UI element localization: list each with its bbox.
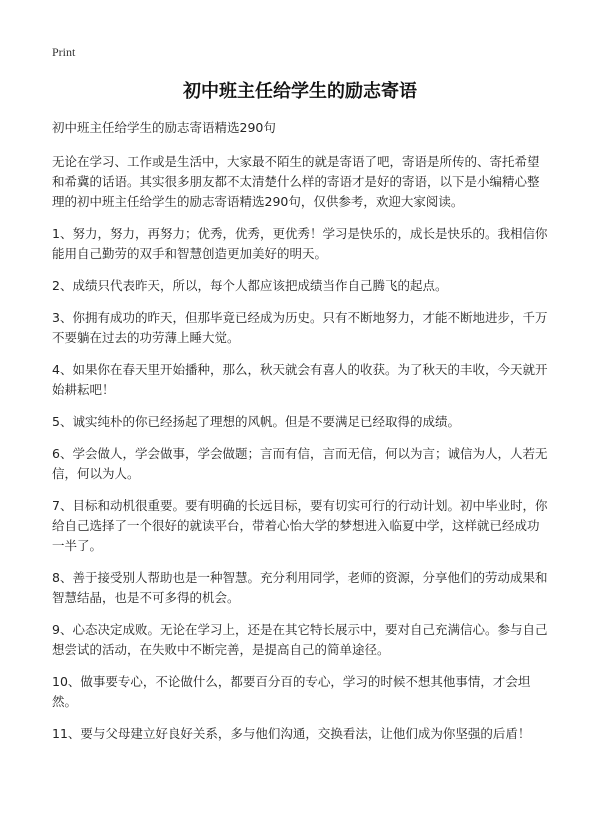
quote-item-11: 11、要与父母建立好良好关系，多与他们沟通，交换看法，让他们成为你坚强的后盾！ — [52, 726, 531, 741]
quote-item-6: 6、学会做人，学会做事，学会做题；言而有信，言而无信，何以为言；诚信为人，人若无信，何以为人。 — [52, 446, 548, 481]
quote-item-1: 1、努力，努力，再努力；优秀，优秀，更优秀！学习是快乐的，成长是快乐的。我相信你能用自己勤劳的双手和智慧创造更加美好的明天。 — [52, 226, 548, 261]
quote-item-4: 4、如果你在春天里开始播种，那么，秋天就会有喜人的收获。为了秋天的丰收，今天就开始耕耘吧！ — [52, 362, 548, 397]
quote-item-10: 10、做事要专心，不论做什么，都要百分百的专心，学习的时候不想其他事情，才会坦然。 — [52, 674, 531, 709]
print-link[interactable]: Print — [52, 45, 76, 59]
quote-item-3: 3、你拥有成功的昨天，但那毕竟已经成为历史。只有不断地努力，才能不断地进步，千万不要躺在过去的功劳薄上睡大觉。 — [52, 310, 548, 345]
quote-item-2: 2、成绩只代表昨天，所以，每个人都应该把成绩当作自己腾飞的起点。 — [52, 278, 448, 293]
intro-paragraph: 无论在学习、工作或是生活中，大家最不陌生的就是寄语了吧，寄语是所传的、寄托希望和希冀的话语。其实很多朋友都不太清楚什么样的寄语才是好的寄语，以下是小编精心整理的初中班主任给学生的励志寄语精选290句，仅供参考，欢迎大家阅读。 — [52, 154, 540, 209]
quote-item-7: 7、目标和动机很重要。要有明确的长远目标，要有切实可行的行动计划。初中毕业时，你给自己选择了一个很好的就读平台，带着心怡大学的梦想进入临夏中学，这样就已经成功一半了。 — [52, 498, 548, 553]
quote-item-8: 8、善于接受别人帮助也是一种智慧。充分利用同学，老师的资源，分享他们的劳动成果和智慧结晶，也是不可多得的机会。 — [52, 570, 548, 605]
page-title: 初中班主任给学生的励志寄语 — [183, 81, 417, 102]
quote-item-9: 9、心态决定成败。无论在学习上，还是在其它特长展示中，要对自己充满信心。参与自己想尝试的活动，在失败中不断完善，是提高自己的简单途径。 — [52, 622, 548, 657]
quote-item-5: 5、诚实纯朴的你已经扬起了理想的风帆。但是不要满足已经取得的成绩。 — [52, 414, 460, 429]
document-subtitle: 初中班主任给学生的励志寄语精选290句 — [52, 120, 276, 135]
